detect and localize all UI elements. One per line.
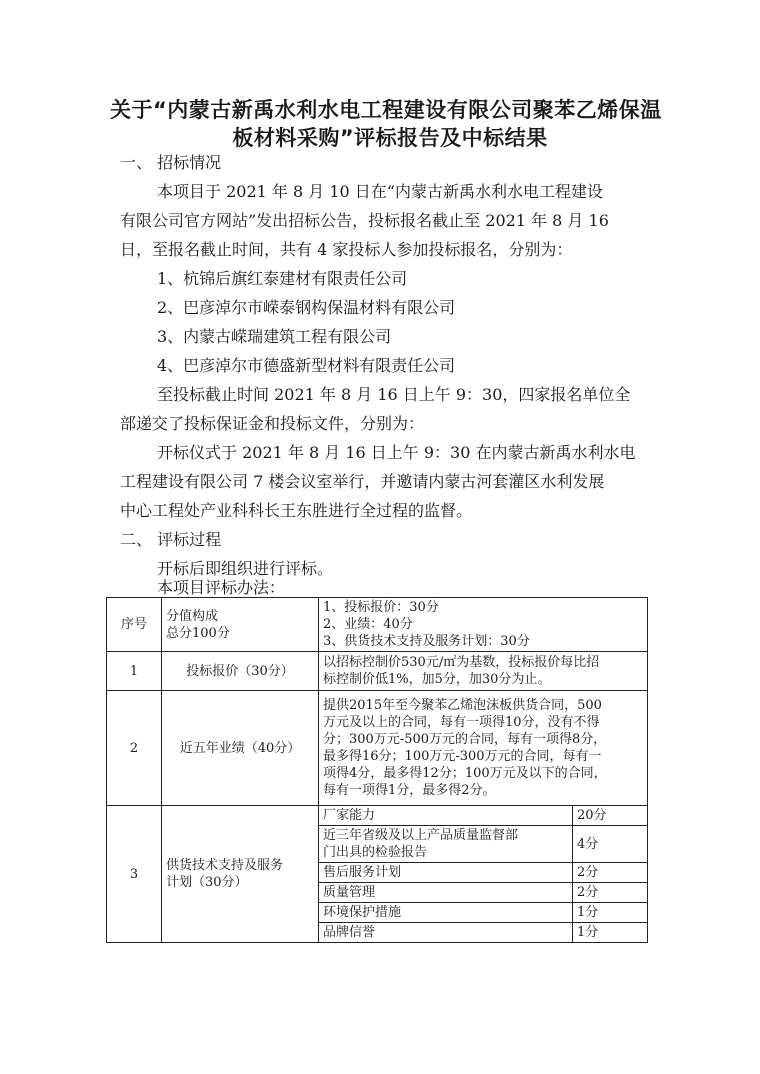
desc-line: 以招标控制价530元/㎡为基数，投标报价每比招 xyxy=(323,655,600,670)
subitem-score: 20分 xyxy=(573,806,648,826)
cell-item: 投标报价（30分） xyxy=(162,652,319,691)
section-heading-evaluation: 二、 评标过程 xyxy=(120,530,222,549)
document-title-line-1: 关于“内蒙古新禹水利水电工程建设有限公司聚苯乙烯保温 xyxy=(110,98,662,122)
table-row xyxy=(107,691,648,806)
subitem-line: 近三年省级及以上产品质量监督部 xyxy=(323,828,519,843)
table-row xyxy=(107,806,648,826)
paragraph-line: 中心工程处产业科科长王东胜进行全过程的监督。 xyxy=(120,501,473,520)
cell-desc xyxy=(319,691,648,806)
subitem-cell: 环境保护措施 xyxy=(319,903,573,923)
item-line: 供货技术支持及服务 xyxy=(166,858,284,873)
cell-no: 3 xyxy=(107,806,162,943)
desc-line: 最多得16分；100万元-300万元的合同，每有一 xyxy=(323,749,602,764)
header-desc-line: 1、投标报价：30分 xyxy=(323,600,439,615)
paragraph-line: 本项目评标办法： xyxy=(157,578,286,597)
desc-line: 提供2015年至今聚苯乙烯泡沫板供货合同，500 xyxy=(323,698,602,713)
paragraph-line: 本项目于 2021 年 8 月 10 日在“内蒙古新禹水利水电工程建设 xyxy=(157,182,603,201)
table-row xyxy=(107,652,648,691)
desc-line: 项得4分，最多得12分；100万元及以下的合同， xyxy=(323,766,607,781)
paragraph-line: 部递交了投标保证金和投标文件，分别为： xyxy=(120,414,425,433)
cell-no: 2 xyxy=(107,691,162,806)
header-item-line: 分值构成 xyxy=(166,608,219,624)
subitem-score: 1分 xyxy=(573,903,648,923)
item-line: 计划（30分） xyxy=(166,875,248,890)
cell-no: 1 xyxy=(107,652,162,691)
table-header-row xyxy=(107,598,648,652)
paragraph-line: 开标仪式于 2021 年 8 月 16 日上午 9：30 在内蒙古新禹水利水电 xyxy=(157,443,636,462)
desc-line: 分；300万元-500万元的合同，每有一项得8分， xyxy=(323,732,607,747)
paragraph-line: 开标后即组织进行评标。 xyxy=(157,559,334,578)
document-title-line-2: 板材料采购”评标报告及中标结果 xyxy=(232,126,548,150)
cell-desc xyxy=(319,652,648,691)
header-desc-line: 3、供货技术支持及服务计划：30分 xyxy=(323,634,530,649)
subitem-score: 2分 xyxy=(573,883,648,903)
paragraph-line: 工程建设有限公司 7 楼会议室举行，并邀请内蒙古河套灌区水利发展 xyxy=(120,472,605,491)
subitem-cell: 品牌信誉 xyxy=(319,923,573,943)
header-cell-no: 序号 xyxy=(107,598,162,652)
desc-line: 标控制价低1%，加5分，加30分为止。 xyxy=(323,672,551,687)
desc-line: 万元及以上的合同，每有一项得10分，没有不得 xyxy=(323,715,600,730)
bidder-item: 1、杭锦后旗红泰建材有限责任公司 xyxy=(157,269,408,288)
paragraph-line: 有限公司官方网站”发出招标公告，投标报名截止至 2021 年 8 月 16 xyxy=(120,211,609,230)
subitem-cell: 售后服务计划 xyxy=(319,863,573,883)
subitem-cell: 厂家能力 xyxy=(319,806,573,826)
cell-item xyxy=(162,806,319,943)
bidder-item: 3、内蒙古嵘瑞建筑工程有限公司 xyxy=(157,327,392,346)
header-cell-item xyxy=(162,598,319,652)
header-cell-desc xyxy=(319,598,648,652)
subitem-cell xyxy=(319,826,573,863)
bidder-item: 4、巴彦淖尔市德盛新型材料有限责任公司 xyxy=(157,356,456,375)
bidder-item: 2、巴彦淖尔市嵘泰钢构保温材料有限公司 xyxy=(157,298,456,317)
header-item-line: 总分100分 xyxy=(166,625,230,641)
subitem-score: 4分 xyxy=(573,826,648,863)
subitem-score: 2分 xyxy=(573,863,648,883)
paragraph-line: 至投标截止时间 2021 年 8 月 16 日上午 9：30，四家报名单位全 xyxy=(157,385,631,404)
desc-line: 每有一项得1分，最多得2分。 xyxy=(323,783,496,798)
paragraph-line: 日，至报名截止时间，共有 4 家投标人参加投标报名，分别为： xyxy=(120,240,573,259)
header-desc-line: 2、业绩：40分 xyxy=(323,617,413,632)
section-heading-bidding: 一、 招标情况 xyxy=(120,153,222,172)
subitem-line: 门出具的检验报告 xyxy=(323,845,428,860)
cell-item: 近五年业绩（40分） xyxy=(162,691,319,806)
subitem-cell: 质量管理 xyxy=(319,883,573,903)
evaluation-table xyxy=(106,597,648,943)
subitem-score: 1分 xyxy=(573,923,648,943)
